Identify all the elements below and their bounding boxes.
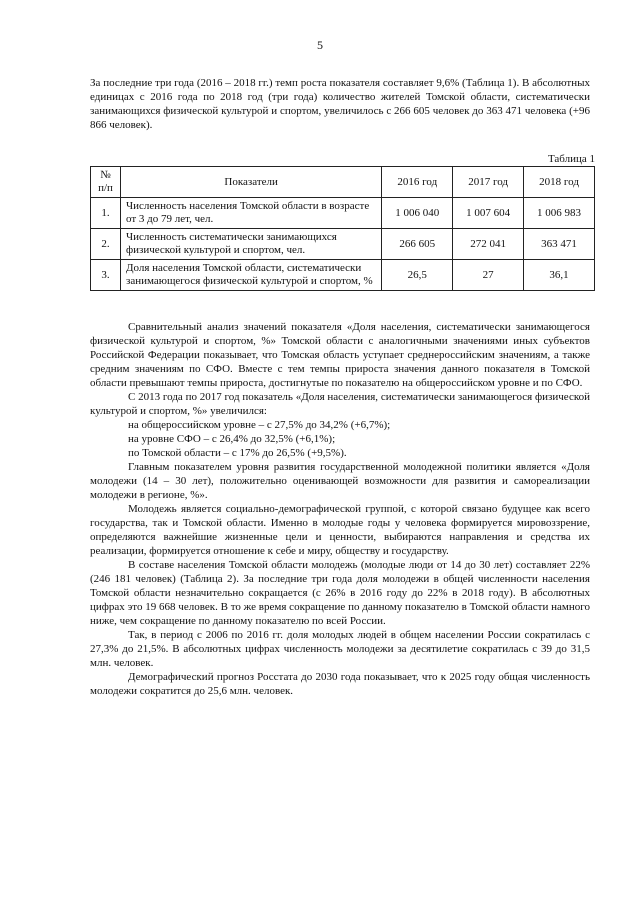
header-2017: 2017 год <box>453 167 524 198</box>
header-2018: 2018 год <box>524 167 595 198</box>
row-value-2018: 36,1 <box>524 260 595 291</box>
row-value-2017: 27 <box>453 260 524 291</box>
intro-paragraph: За последние три года (2016 – 2018 гг.) темп роста показателя составляет 9,6% (Таблица 1). В абсолютных единицах с 2016 года по 2018 год (три года) количество жителей Томской области, систематически занимающихся физической культурой и спортом, увеличилось с 266 605 человек до 363 471 человека (+96 866 человек). <box>90 77 590 131</box>
header-num: № п/п <box>91 167 121 198</box>
page-number: 5 <box>317 38 323 52</box>
table-row <box>91 260 595 291</box>
list-item: на уровне СФО – с 26,4% до 32,5% (+6,1%); <box>128 433 336 445</box>
row-indicator: Доля населения Томской области, систематически занимающегося физической культурой и спортом, % <box>120 260 381 291</box>
paragraph: В составе населения Томской области молодежь (молодые люди от 14 до 30 лет) составляет 22% (246 181 человек) (Таблица 2). За последние три года доля молодежи в общей численности населения Томской области незначительно сокращается (с 26% в 2016 году до 22% в 2018 году). В абсолютных цифрах это 19 668 человек. В то же время сокращение по данному показателю в Томской области намного ниже, чем сокращение по данному показателю по всей России. <box>90 559 590 627</box>
header-2016: 2016 год <box>382 167 453 198</box>
row-indicator: Численность систематически занимающихся физической культурой и спортом, чел. <box>120 229 381 260</box>
row-value-2017: 272 041 <box>453 229 524 260</box>
header-indicator: Показатели <box>120 167 381 198</box>
table-header-row <box>91 167 595 198</box>
body-section <box>90 320 590 698</box>
paragraph: Главным показателем уровня развития государственной молодежной политики является «Доля молодежи (14 – 30 лет), положительно оценивающей возможности для развития и самореализации молодежи в регионе, %». <box>90 461 590 501</box>
paragraph: Молодежь является социально-демографической группой, с которой связано будущее как всего государства, так и Томской области. Именно в молодые годы у человека формируется мировоззрение, определяются важнейшие жизненные цели и ценности, выбираются направления и средства их реализации, формируется отношение к себе и миру, обществу и государству. <box>90 503 590 557</box>
row-num: 1. <box>91 198 121 229</box>
row-value-2018: 363 471 <box>524 229 595 260</box>
row-indicator: Численность населения Томской области в возрасте от 3 до 79 лет, чел. <box>120 198 381 229</box>
row-value-2016: 26,5 <box>382 260 453 291</box>
intro-section <box>90 76 590 132</box>
row-num: 3. <box>91 260 121 291</box>
paragraph: Так, в период с 2006 по 2016 гг. доля молодых людей в общем населении России сократилась с 27,3% до 21,5%. В абсолютных цифрах численность молодежи за десятилетие сократилась с 39 до 31,5 млн. человек. <box>90 629 590 669</box>
table-caption: Таблица 1 <box>547 153 595 165</box>
paragraph: Демографический прогноз Росстата до 2030 года показывает, что к 2025 году общая численность молодежи сократится до 25,6 млн. человек. <box>90 671 590 697</box>
paragraph: С 2013 года по 2017 год показатель «Доля населения, систематически занимающегося физической культурой и спортом, %» увеличился: <box>90 391 590 417</box>
paragraph: Сравнительный анализ значений показателя «Доля населения, систематически занимающегося физической культурой и спортом, %» Томской области с аналогичными значениями иных субъектов Российской Федерации показывает, что Томская область уступает среднероссийским значениям, а также средним значениям по СФО. Вместе с тем темпы прироста значения данного показателя в Томской области превышают темпы прироста, достигнутые по показателю на общероссийском уровне и по СФО. <box>90 321 590 389</box>
row-value-2016: 266 605 <box>382 229 453 260</box>
list-item: по Томской области – с 17% до 26,5% (+9,5%). <box>128 447 347 459</box>
list-item: на общероссийском уровне – с 27,5% до 34,2% (+6,7%); <box>128 419 391 431</box>
table-row <box>91 198 595 229</box>
row-value-2017: 1 007 604 <box>453 198 524 229</box>
row-value-2018: 1 006 983 <box>524 198 595 229</box>
row-value-2016: 1 006 040 <box>382 198 453 229</box>
row-num: 2. <box>91 229 121 260</box>
table-row <box>91 229 595 260</box>
indicators-table <box>90 166 595 291</box>
